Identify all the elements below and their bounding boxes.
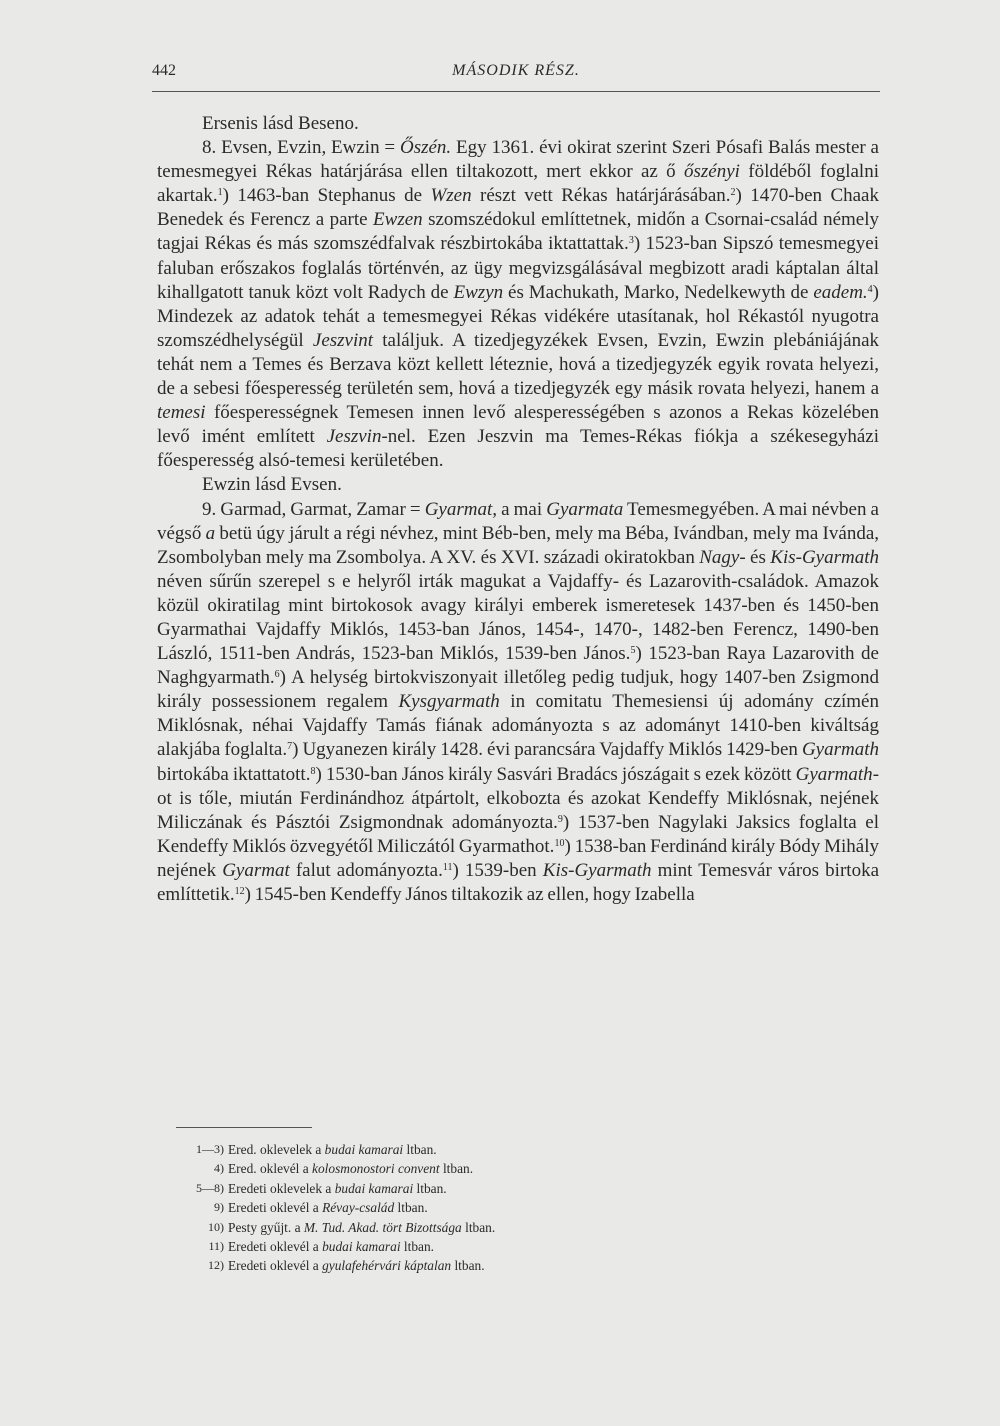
footnote-label: 10) — [208, 1219, 224, 1234]
footnote-text: Eredeti oklevél a budai kamarai ltban. — [228, 1239, 435, 1255]
footnote — [186, 1237, 706, 1256]
header-divider — [152, 91, 880, 92]
footnote — [186, 1256, 706, 1275]
paragraph: 9. Garmad, Garmat, Zamar = Gyarmat, a mai Gyarmata Temesmegyében. A mai névben a végső a betü úgy járult a régi névhez, mint Béb-ben, mely ma Béba, Ivándban, mely ma Ivánda, Zsombolyban mely ma Zsombolya. A XV. és XVI. századi okiratokban Nagy- és Kis-Gyarmath néven sűrűn szerepel s e helyről irták magukat a Vajdaffy- és Lazarovith-családok. Amazok közül okiratilag mint birtokosok avagy királyi emberek ismeretesek 1437-ben és 1450-ben Gyarmathai Vajdaffy Miklós, 1453-ban János, 1454-, 1470-, 1482-ben Ferencz, 1490-ben László, 1511-ben András, 1523-ban Miklós, 1539-ben János.$^5$) 1523-ban Raya Lazarovith de Naghgyarmath.$^6$) A helység birtokviszonyait illetőleg pedig tudjuk, hogy 1407-ben Zsigmond király possessionem regalem Kysgyarmath in comitatu Themesiensi új adomány czímén Miklósnak, néhai Vajdaffy Tamás fiának adományozta s az adományt 1410-ben kiváltság alakjába foglalta.$^7$) Ugyanezen király 1428. évi parancsára Vajdaffy Miklós 1429-ben Gyarmath birtokába iktattatott.$^8$) 1530-ban János király Sasvári Bradács jószágait s ezek között Gyarmath-ot is tőle, miután Ferdinándhoz átpártolt, elkobozta és azokat Kendeffy Miklósnak, nejének Miliczának és Pásztói Zsigmondnak adományozta.$^9$) 1537-ben Nagylaki Jaksics foglalta el Kendeffy Miklós özvegyétől Miliczától Gyarmathot.$^{10}$) 1538-ban Ferdinánd király Bódy Mihály nejének Gyarmat falut adományozta.$^{11}$) 1539-ben Kis-Gyarmath mint Temesvár város birtoka említtetik.$^{12}$) 1545-ben Kendeffy János tiltakozik az ellen, hogy Izabella — [157, 498, 880, 905]
main-text — [157, 112, 879, 907]
page-number: 442 — [152, 62, 176, 79]
footnote-label: 11) — [208, 1239, 224, 1254]
footnote-label: 4) — [214, 1161, 224, 1176]
footnote-label: 5—8) — [196, 1180, 224, 1195]
running-head: MÁSODIK RÉSZ. — [452, 62, 580, 79]
footnote — [186, 1179, 706, 1198]
page-header — [152, 62, 880, 88]
footnote-text: Ered. oklevél a kolosmonostori convent ltban. — [228, 1161, 474, 1177]
paragraph: Ersenis lásd Beseno. — [202, 113, 359, 134]
footnotes — [186, 1140, 706, 1276]
footnote-divider — [176, 1127, 312, 1128]
paragraph: 8. Evsen, Evzin, Ewzin = Őszén. Egy 1361. évi okirat szerint Szeri Pósafi Balás mester a temesmegyei Rékas határjárása ellen tiltakozott, mert ekkor az ő őszényi földéből foglalni akartak.$^1$) 1463-ban Stephanus de Wzen részt vett Rékas határjárásában.$^2$) 1470-ben Chaak Benedek és Ferencz a parte Ewzen szomszédokul említtetnek, midőn a Csornai-család némely tagjai Rékas és más szomszédfalvak részbirtokába iktattattak.$^3$) 1523-ban Sipszó temesmegyei faluban erőszakos foglalás történvén, az ügy megvizsgálásával megbizott aradi káptalan által kihallgatott tanuk közt volt Radych de Ewzyn és Machukath, Marko, Nedelkewyth de eadem.$^4$) Mindezek az adatok tehát a temesmegyei Rékas vidékére utasítanak, hol Rékastól nyugotra szomszédhelységül Jeszvint találjuk. A tizedjegyzékek Evsen, Evzin, Ewzin plebániájának tehát nem a Temes és Berzava közt kellett léteznie, hová a tizedjegyzék egyik rovata helyezi, de a sebesi főesperesség területén sem, hová a tizedjegyzék egy másik rovata helyezi, hanem a temesi főesperességnek Temesen innen levő alesperességében s azonos a Rekas közelében levő imént említett Jeszvin-nel. Ezen Jeszvin ma Temes-Rékas fiókja a székesegyházi főesperesség alsó-temesi kerületében. — [157, 137, 879, 472]
footnote-label: 9) — [214, 1200, 224, 1215]
footnote — [186, 1218, 706, 1237]
footnote-label: 12) — [208, 1258, 224, 1273]
footnote-text: Pesty gyűjt. a M. Tud. Akad. tört Bizottsága ltban. — [228, 1219, 496, 1235]
footnote — [186, 1140, 706, 1159]
footnote — [186, 1159, 706, 1178]
footnote — [186, 1198, 706, 1217]
footnote-text: Eredeti oklevél a gyulafehérvári káptalan ltban. — [228, 1258, 485, 1274]
paragraph: Ewzin lásd Evsen. — [202, 474, 342, 496]
footnote-text: Ered. oklevelek a budai kamarai ltban. — [228, 1142, 437, 1157]
footnote-text: Eredeti oklevelek a budai kamarai ltban. — [228, 1180, 447, 1196]
footnote-label: 1—3) — [196, 1142, 224, 1156]
footnote-text: Eredeti oklevél a Révay-család ltban. — [228, 1200, 428, 1216]
